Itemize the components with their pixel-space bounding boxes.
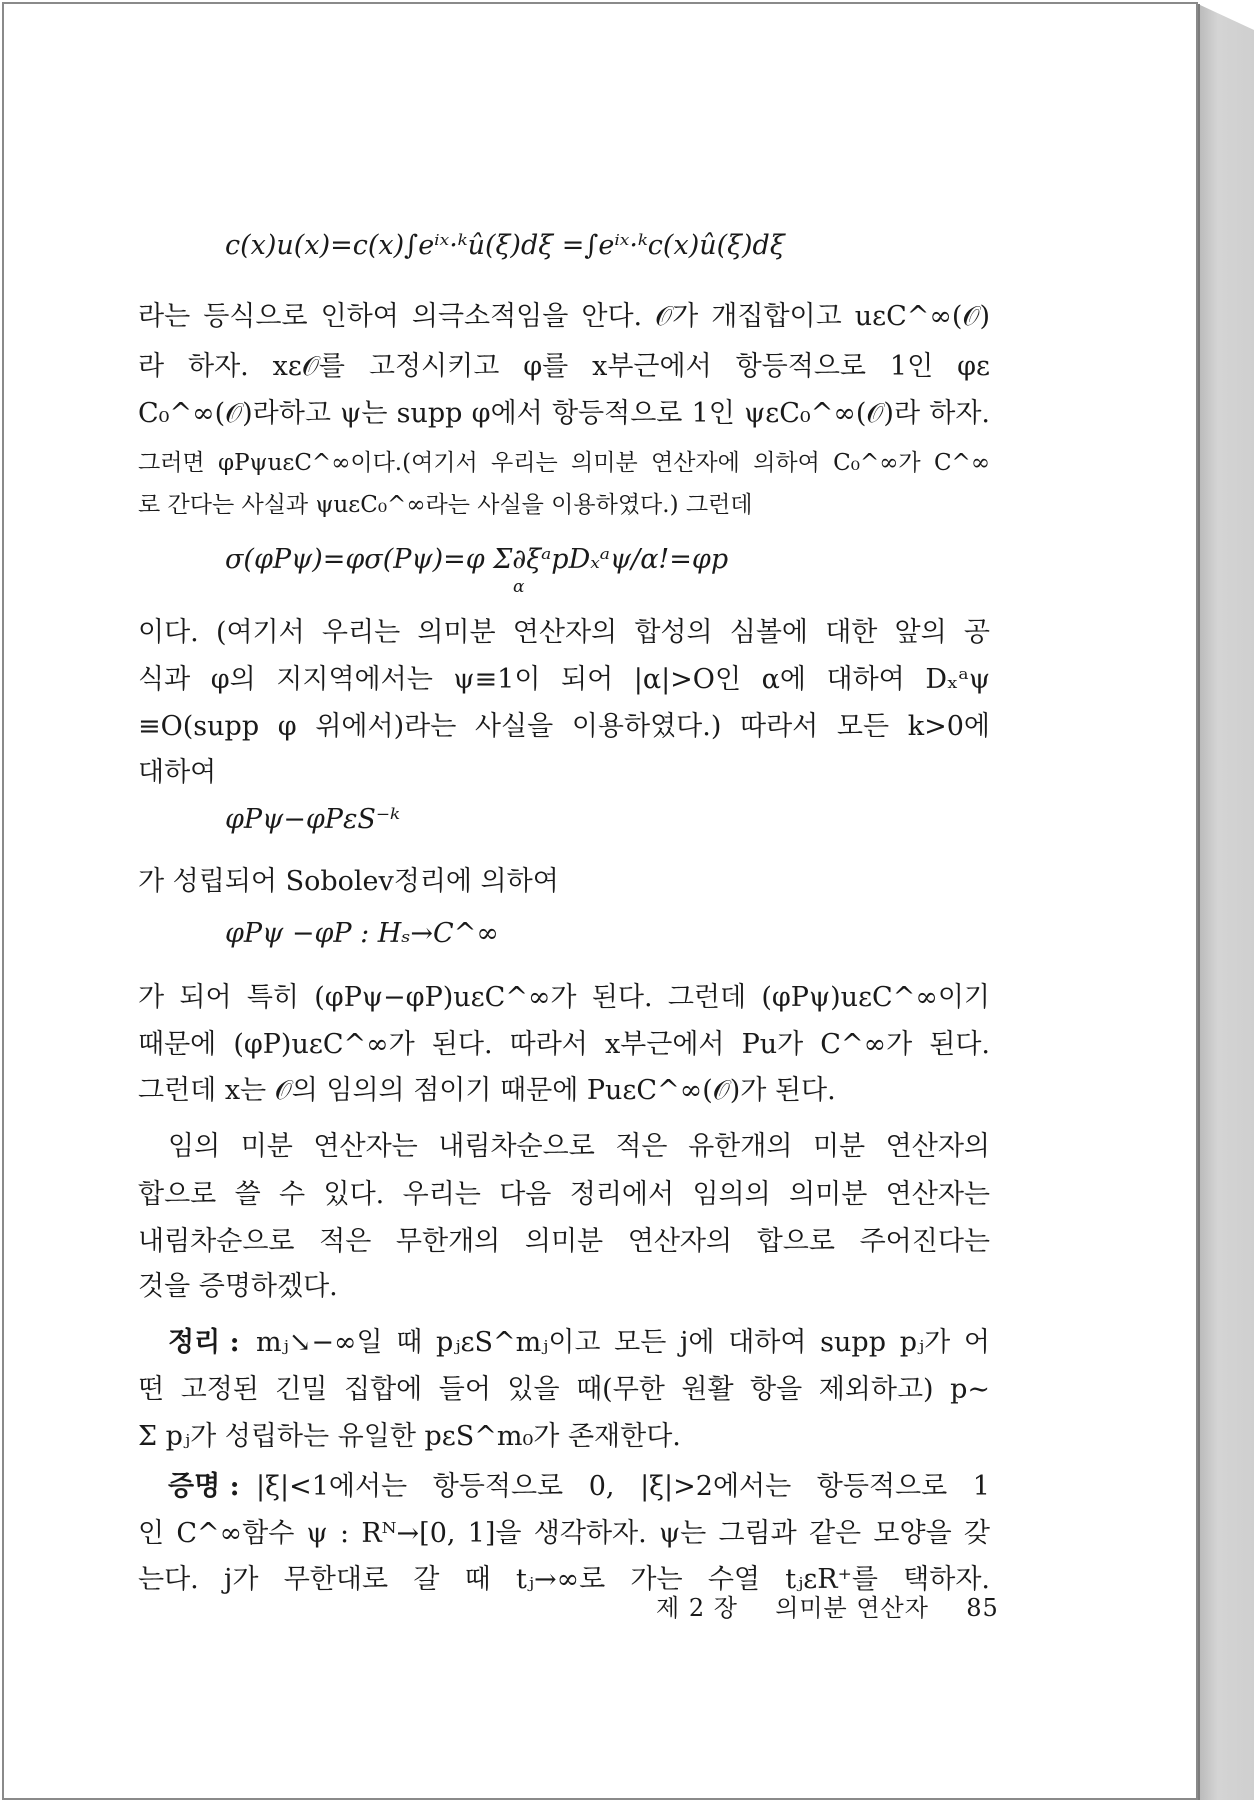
proof-label: 증명 : (168, 1471, 240, 1502)
text-line: 는다. j가 무한대로 갈 때 tⱼ→∞로 가는 수열 tⱼεR⁺를 택하자. (138, 1564, 990, 1595)
text-line: mⱼ↘−∞일 때 pⱼεS^mⱼ이고 모든 j에 대하여 supp pⱼ가 어 (256, 1327, 990, 1358)
theorem-label: 정리 : (168, 1327, 240, 1358)
text-line: 가 되어 특히 (φPψ−φP)uεC^∞가 된다. 그런데 (φPψ)uεC^∞이기 (138, 982, 990, 1013)
formula-symbol: σ(φPψ)=φσ(Pψ)=φ Σ∂ξᵃpDₓᵃψ/α!=φp (225, 544, 729, 575)
footer-chapter: 제 2 장 (656, 1594, 738, 1622)
text-line: 라 하자. xε𝒪를 고정시키고 φ를 x부근에서 항등적으로 1인 φε (138, 351, 990, 382)
page-edge-line (1198, 4, 1200, 1800)
text-line: C₀^∞(𝒪)라하고 ψ는 supp φ에서 항등적으로 1인 ψεC₀^∞(𝒪)라 하자. (138, 398, 990, 429)
text-line: Σ pⱼ가 성립하는 유일한 pεS^m₀가 존재한다. (138, 1421, 681, 1452)
page-number: 85 (966, 1594, 999, 1622)
text-line: 임의 미분 연산자는 내림차순으로 적은 유한개의 미분 연산자의 (168, 1131, 990, 1162)
text-line: 인 C^∞함수 ψ : Rᴺ→[0, 1]을 생각하자. ψ는 그림과 같은 모양을 갖 (138, 1518, 990, 1549)
text-line: 이다. (여기서 우리는 의미분 연산자의 합성의 심볼에 대한 앞의 공 (138, 617, 990, 648)
text-line: 때문에 (φP)uεC^∞가 된다. 따라서 x부근에서 Pu가 C^∞가 된다. (138, 1029, 990, 1060)
formula-sobolev: φPψ −φP : Hₛ→C^∞ (225, 918, 499, 949)
formula-smoothing: φPψ−φPεS⁻ᵏ (225, 804, 401, 835)
text-line: 합으로 쓸 수 있다. 우리는 다음 정리에서 임의의 의미분 연산자는 (138, 1179, 990, 1210)
text-line: 가 성립되어 Sobolev정리에 의하여 (138, 866, 559, 897)
formula-product: c(x)u(x)=c(x)∫eⁱˣ·ᵏû(ξ)dξ =∫eⁱˣ·ᵏc(x)û(ξ)dξ (225, 230, 785, 261)
text-line: 것을 증명하겠다. (138, 1271, 338, 1302)
text-line: 로 간다는 사실과 ψuεC₀^∞라는 사실을 이용하였다.) 그런데 (138, 492, 753, 518)
text-line: 대하여 (138, 757, 217, 788)
text-line: 떤 고정된 긴밀 집합에 들어 있을 때(무한 원활 항을 제외하고) p∼ (138, 1374, 990, 1405)
formula-sum-index: α (513, 577, 525, 597)
text-line: 그러면 φPψuεC^∞이다.(여기서 우리는 의미분 연산자에 의하여 C₀^∞가 C^∞ (138, 450, 990, 476)
text-line: 내림차순으로 적은 무한개의 의미분 연산자의 합으로 주어진다는 (138, 1226, 990, 1257)
text-line: 라는 등식으로 인하여 의극소적임을 안다. 𝒪가 개집합이고 uεC^∞(𝒪) (138, 301, 990, 332)
footer-title: 의미분 연산자 (775, 1594, 929, 1622)
text-line: 식과 φ의 지지역에서는 ψ≡1이 되어 |α|>O인 α에 대하여 Dₓᵃψ (138, 664, 990, 695)
page-footer (656, 1588, 999, 1623)
page-stack-edge (1198, 4, 1254, 1800)
text-line: |ξ|<1에서는 항등적으로 0, |ξ|>2에서는 항등적으로 1 (256, 1471, 990, 1502)
text-line: 그런데 x는 𝒪의 임의의 점이기 때문에 PuεC^∞(𝒪)가 된다. (138, 1075, 836, 1106)
text-line: ≡O(supp φ 위에서)라는 사실을 이용하였다.) 따라서 모든 k>0에 (138, 711, 990, 742)
